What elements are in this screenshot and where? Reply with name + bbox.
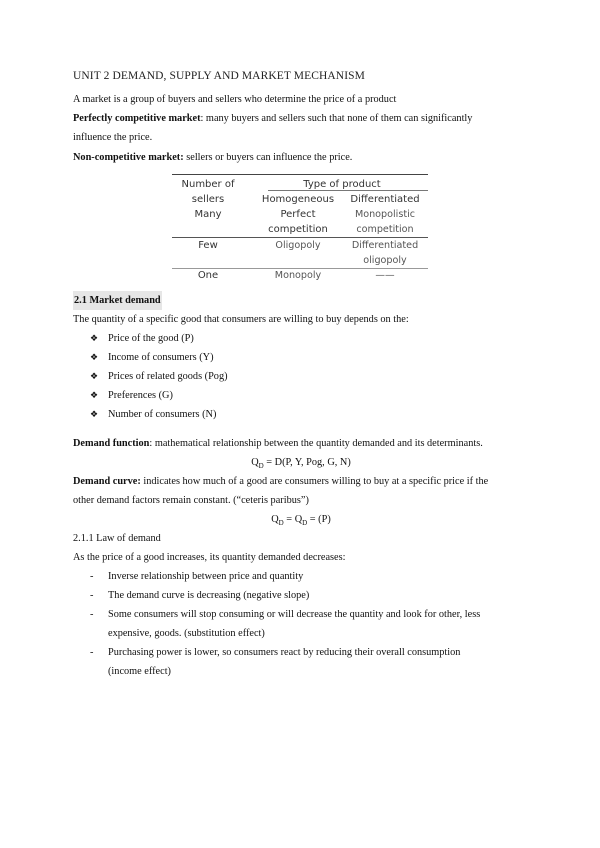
formula-q: Q bbox=[251, 457, 259, 468]
demand-curve-formula bbox=[73, 510, 529, 529]
table-top-rule bbox=[172, 174, 428, 175]
non-competitive-term: Non-competitive market: bbox=[73, 152, 184, 163]
dash-marker: - bbox=[90, 647, 94, 658]
demand-curve-definition bbox=[73, 472, 529, 491]
law-item-continued: (income effect) bbox=[108, 666, 171, 677]
formula-mid: = Q bbox=[283, 514, 303, 525]
row-few-diff-2: oligopoly bbox=[363, 255, 407, 266]
row-one-homog: Monopoly bbox=[274, 270, 322, 281]
law-of-demand-intro: As the price of a good increases, its quantity demanded decreases: bbox=[73, 552, 346, 563]
row-many-diff-2: competition bbox=[356, 224, 414, 235]
demand-function-formula bbox=[73, 453, 529, 472]
bullet-icon: ❖ bbox=[90, 352, 99, 362]
demand-curve-text-2: other demand factors remain constant. (“ceteris paribus”) bbox=[73, 495, 309, 506]
section-heading-market-demand bbox=[73, 291, 162, 310]
determinant-item: Preferences (G) bbox=[108, 390, 173, 401]
perfect-competition-text-1: : many buyers and sellers such that none of them can significantly bbox=[200, 113, 473, 124]
determinant-item: Prices of related goods (Pog) bbox=[108, 371, 228, 382]
perfect-competition-text-2: influence the price. bbox=[73, 132, 153, 143]
demand-function-text: : mathematical relationship between the quantity demanded and its determinants. bbox=[149, 438, 483, 449]
dash-marker: - bbox=[90, 609, 94, 620]
row-few-homog: Oligopoly bbox=[275, 240, 321, 251]
demand-function-definition bbox=[73, 434, 483, 453]
row-few-diff-1: Differentiated bbox=[351, 240, 419, 251]
formula-sub2: D bbox=[302, 519, 308, 528]
row-many-sellers: Many bbox=[194, 209, 222, 220]
header-sellers-line1: Number of bbox=[181, 179, 235, 190]
dash-marker: - bbox=[90, 571, 94, 582]
intro-paragraph: A market is a group of buyers and sellers who determine the price of a product bbox=[73, 94, 397, 105]
determinant-item: Number of consumers (N) bbox=[108, 409, 217, 420]
row-few-sellers: Few bbox=[198, 240, 218, 251]
determinant-item: Income of consumers (Y) bbox=[108, 352, 214, 363]
formula-q1: Q bbox=[271, 514, 279, 525]
law-item: Purchasing power is lower, so consumers react by reducing their overall consumption bbox=[108, 647, 461, 658]
subsection-heading-law-of-demand: 2.1.1 Law of demand bbox=[73, 533, 161, 544]
row-one-sellers: One bbox=[197, 270, 219, 281]
bullet-icon: ❖ bbox=[90, 409, 99, 419]
determinant-item: Price of the good (P) bbox=[108, 333, 194, 344]
row-many-diff-1: Monopolistic bbox=[354, 209, 416, 220]
bullet-icon: ❖ bbox=[90, 371, 99, 381]
row-one-diff: —— bbox=[375, 270, 395, 281]
bullet-icon: ❖ bbox=[90, 390, 99, 400]
demand-curve-term: Demand curve: bbox=[73, 476, 141, 487]
perfect-competition-term: Perfectly competitive market bbox=[73, 113, 201, 124]
dash-marker: - bbox=[90, 590, 94, 601]
formula-sub1: D bbox=[278, 519, 284, 528]
law-item-continued: expensive, goods. (substitution effect) bbox=[108, 628, 265, 639]
demand-function-term: Demand function bbox=[73, 438, 150, 449]
market-demand-intro: The quantity of a specific good that consumers are willing to buy depends on the: bbox=[73, 314, 409, 325]
header-homogeneous: Homogeneous bbox=[261, 194, 335, 205]
formula-sub: D bbox=[258, 462, 264, 471]
non-competitive-definition bbox=[73, 148, 352, 167]
perfect-competition-definition bbox=[73, 109, 529, 128]
demand-curve-text-1: indicates how much of a good are consumers willing to buy at a specific price if the bbox=[140, 476, 489, 487]
formula-rest: = D(P, Y, Pog, G, N) bbox=[263, 457, 351, 468]
header-mid-rule bbox=[268, 190, 428, 191]
law-item: The demand curve is decreasing (negative slope) bbox=[108, 590, 310, 601]
non-competitive-text: sellers or buyers can influence the price. bbox=[183, 152, 353, 163]
formula-end: = (P) bbox=[307, 514, 331, 525]
row-many-homog-2: competition bbox=[268, 224, 328, 235]
law-item: Some consumers will stop consuming or will decrease the quantity and look for other, less bbox=[108, 609, 481, 620]
row-many-homog-1: Perfect bbox=[280, 209, 316, 220]
header-sellers-line2: sellers bbox=[191, 194, 225, 205]
header-type-of-product: Type of product bbox=[303, 179, 381, 190]
market-structure-table bbox=[172, 174, 428, 281]
bullet-icon: ❖ bbox=[90, 333, 99, 343]
unit-title: UNIT 2 DEMAND, SUPPLY AND MARKET MECHANISM bbox=[73, 70, 365, 82]
header-differentiated: Differentiated bbox=[350, 194, 420, 205]
section-heading-text: 2.1 Market demand bbox=[74, 295, 161, 306]
law-item: Inverse relationship between price and quantity bbox=[108, 571, 304, 582]
